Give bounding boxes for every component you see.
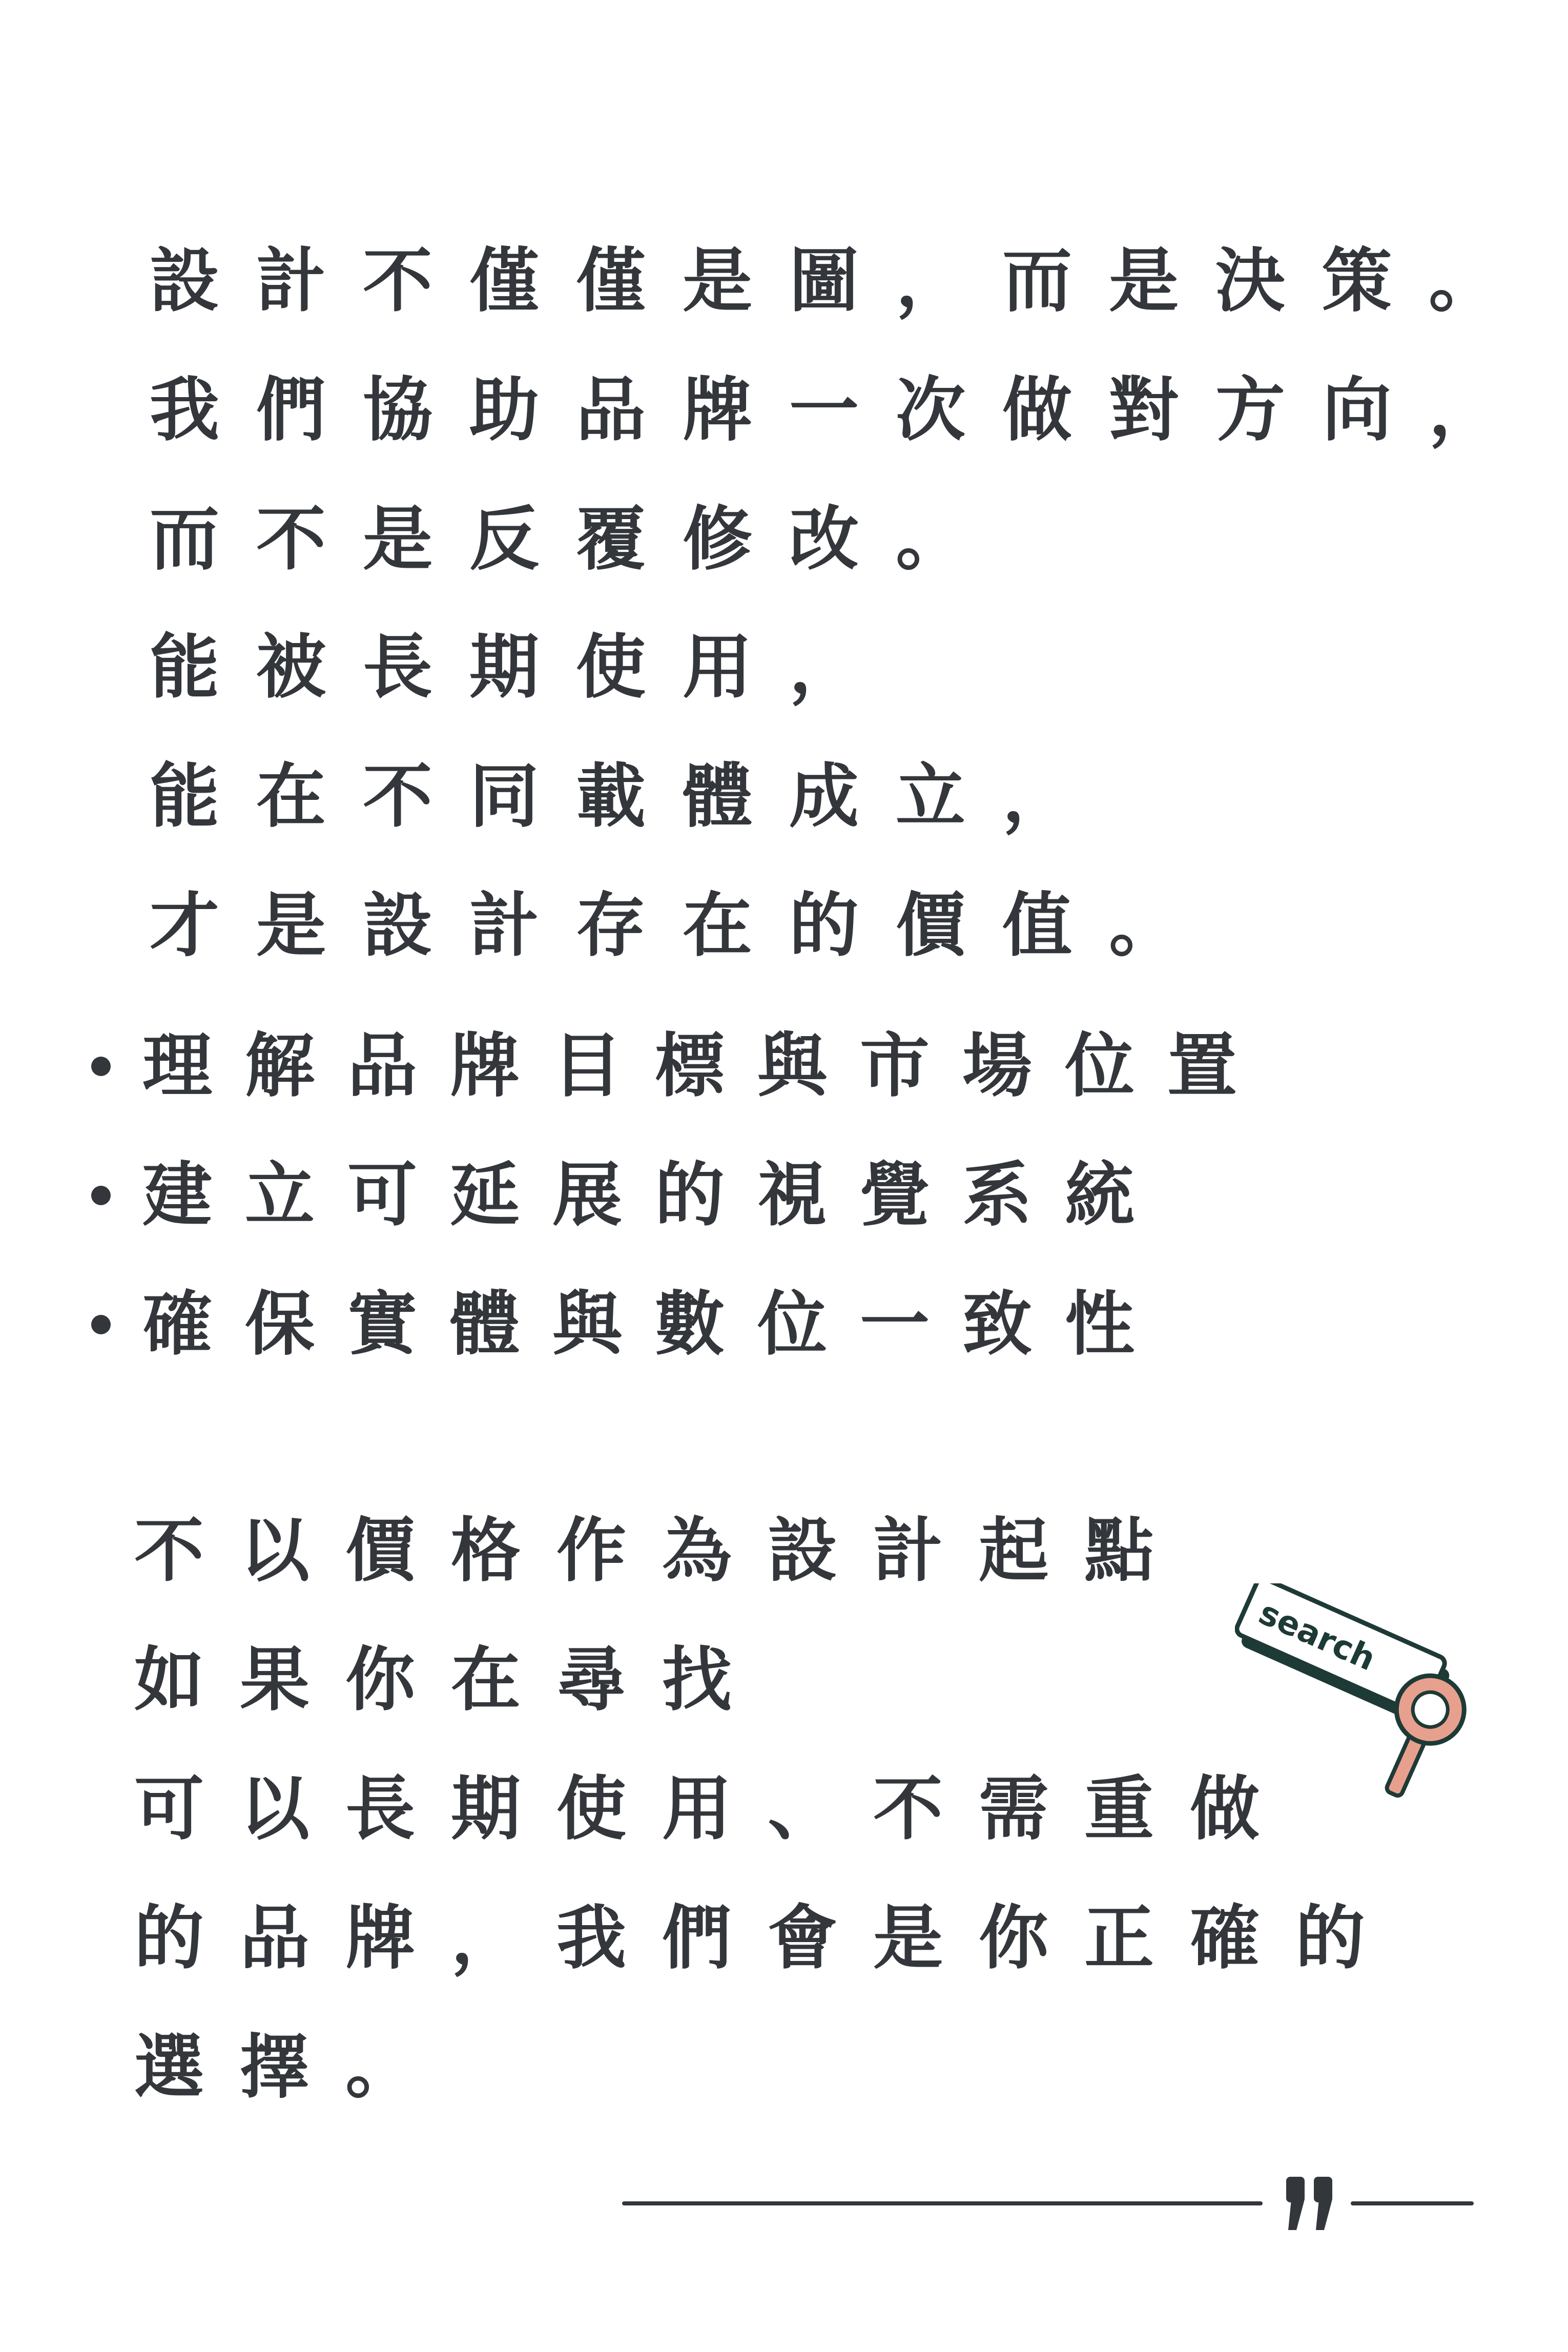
bullet-item: 確保實體與數位一致性 (142, 1283, 1167, 1365)
closing-line: 如果你在尋找 (134, 1639, 768, 1721)
intro-line: 我們協助品牌一次做對方向， (150, 369, 1535, 451)
intro-line: 能在不同載體成立， (150, 755, 1109, 837)
intro-line: 能被長期使用， (150, 626, 896, 708)
bullet-item: 建立可延展的視覺系統 (142, 1154, 1167, 1236)
divider-line-left (622, 2201, 1263, 2205)
bullet-dot-icon (91, 1186, 111, 1205)
bullet-dot-icon (91, 1315, 111, 1334)
closing-line: 可以長期使用、不需重做 (134, 1768, 1295, 1850)
intro-line: 設計不僅僅是圖，而是決策。 (150, 240, 1535, 322)
intro-line: 而不是反覆修改。 (150, 498, 1002, 580)
closing-line: 的品牌，我們會是你正確的 (134, 1897, 1401, 1979)
bullet-dot-icon (91, 1057, 111, 1076)
bullet-item: 理解品牌目標與市場位置 (142, 1025, 1270, 1107)
search-label: search (1253, 1594, 1381, 1679)
closing-quote-icon (1281, 2173, 1343, 2239)
closing-line: 選擇。 (134, 2026, 451, 2108)
intro-line: 才是設計存在的價值。 (150, 884, 1215, 966)
search-bar-illustration (1235, 1583, 1491, 1809)
divider-line-right (1351, 2201, 1474, 2205)
closing-line: 不以價格作為設計起點 (134, 1510, 1190, 1592)
